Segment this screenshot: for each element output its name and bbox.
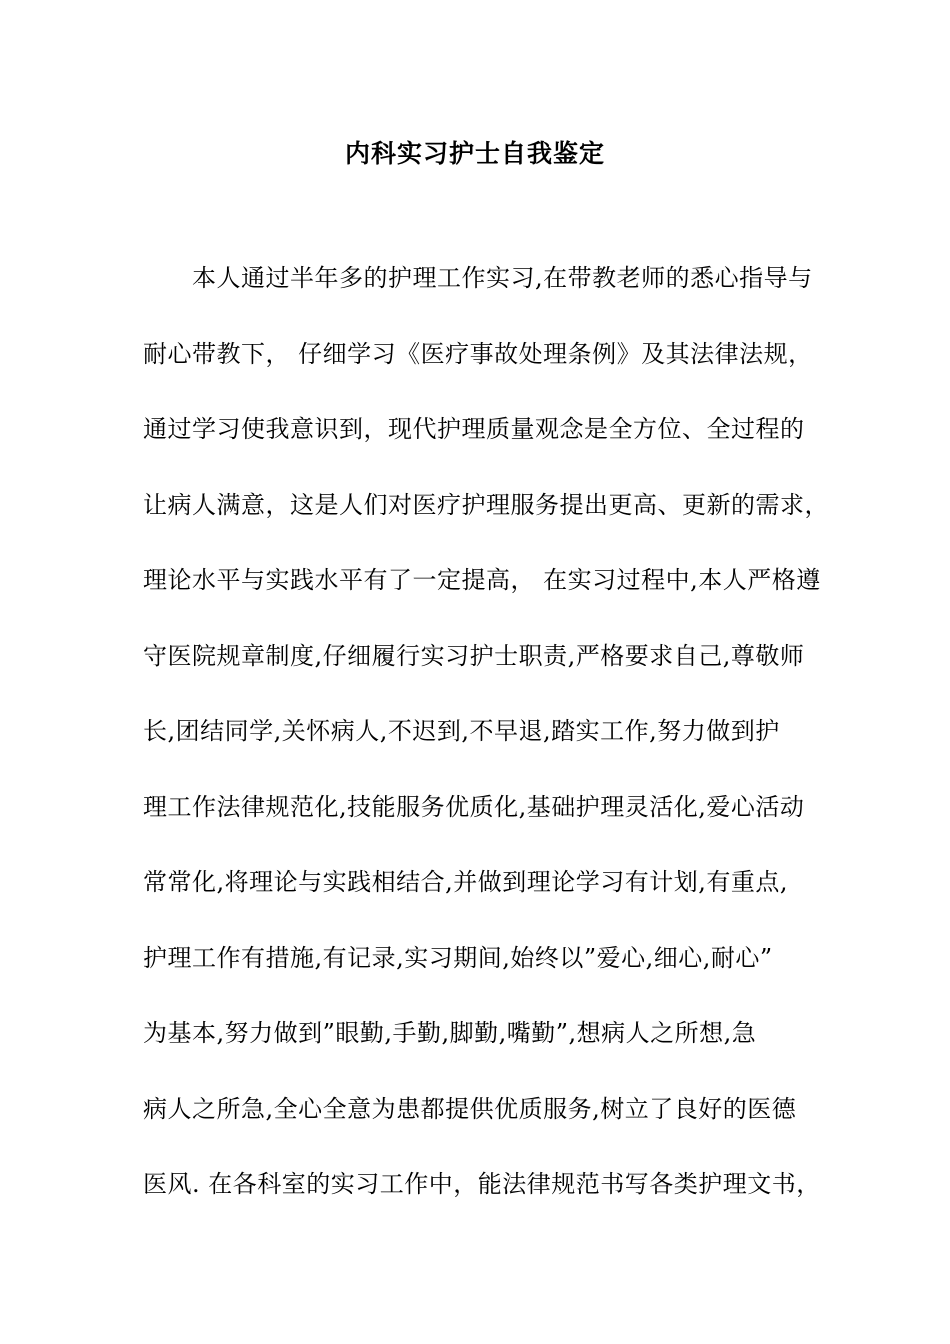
body-line: 常常化,将理论与实践相结合,并做到理论学习有计划,有重点, bbox=[143, 868, 789, 896]
body-line: 医风. 在各科室的实习工作中，能法律规范书写各类护理文书， bbox=[143, 1170, 821, 1198]
body-line: 耐心带教下， 仔细学习《医疗事故处理条例》及其法律法规， bbox=[143, 339, 813, 368]
document-body bbox=[143, 258, 829, 1240]
body-line: 病人之所急,全心全意为患都提供优质服务,树立了良好的医德 bbox=[143, 1094, 797, 1123]
body-line: 理工作法律规范化,技能服务优质化,基础护理灵活化,爱心活动 bbox=[143, 792, 805, 821]
body-line: 本人通过半年多的护理工作实习,在带教老师的悉心指导与 bbox=[192, 264, 813, 292]
body-line: 长,团结同学,关怀病人,不迟到,不早退,踏实工作,努力做到护 bbox=[143, 717, 780, 745]
body-line: 为基本,努力做到”眼勤,手勤,脚勤,嘴勤”,想病人之所想,急 bbox=[143, 1019, 757, 1047]
body-line: 理论水平与实践水平有了一定提高， 在实习过程中,本人严格遵 bbox=[143, 566, 821, 594]
body-line: 让病人满意，这是人们对医疗护理服务提出更高、更新的需求， bbox=[143, 490, 829, 519]
body-line: 护理工作有措施,有记录,实习期间,始终以”爱心,细心,耐心” bbox=[143, 943, 773, 972]
document-title: 内科实习护士自我鉴定 bbox=[344, 139, 605, 168]
body-line: 通过学习使我意识到，现代护理质量观念是全方位、全过程的 bbox=[143, 415, 805, 443]
body-line: 守医院规章制度,仔细履行实习护士职责,严格要求自己,尊敬师 bbox=[143, 641, 805, 670]
